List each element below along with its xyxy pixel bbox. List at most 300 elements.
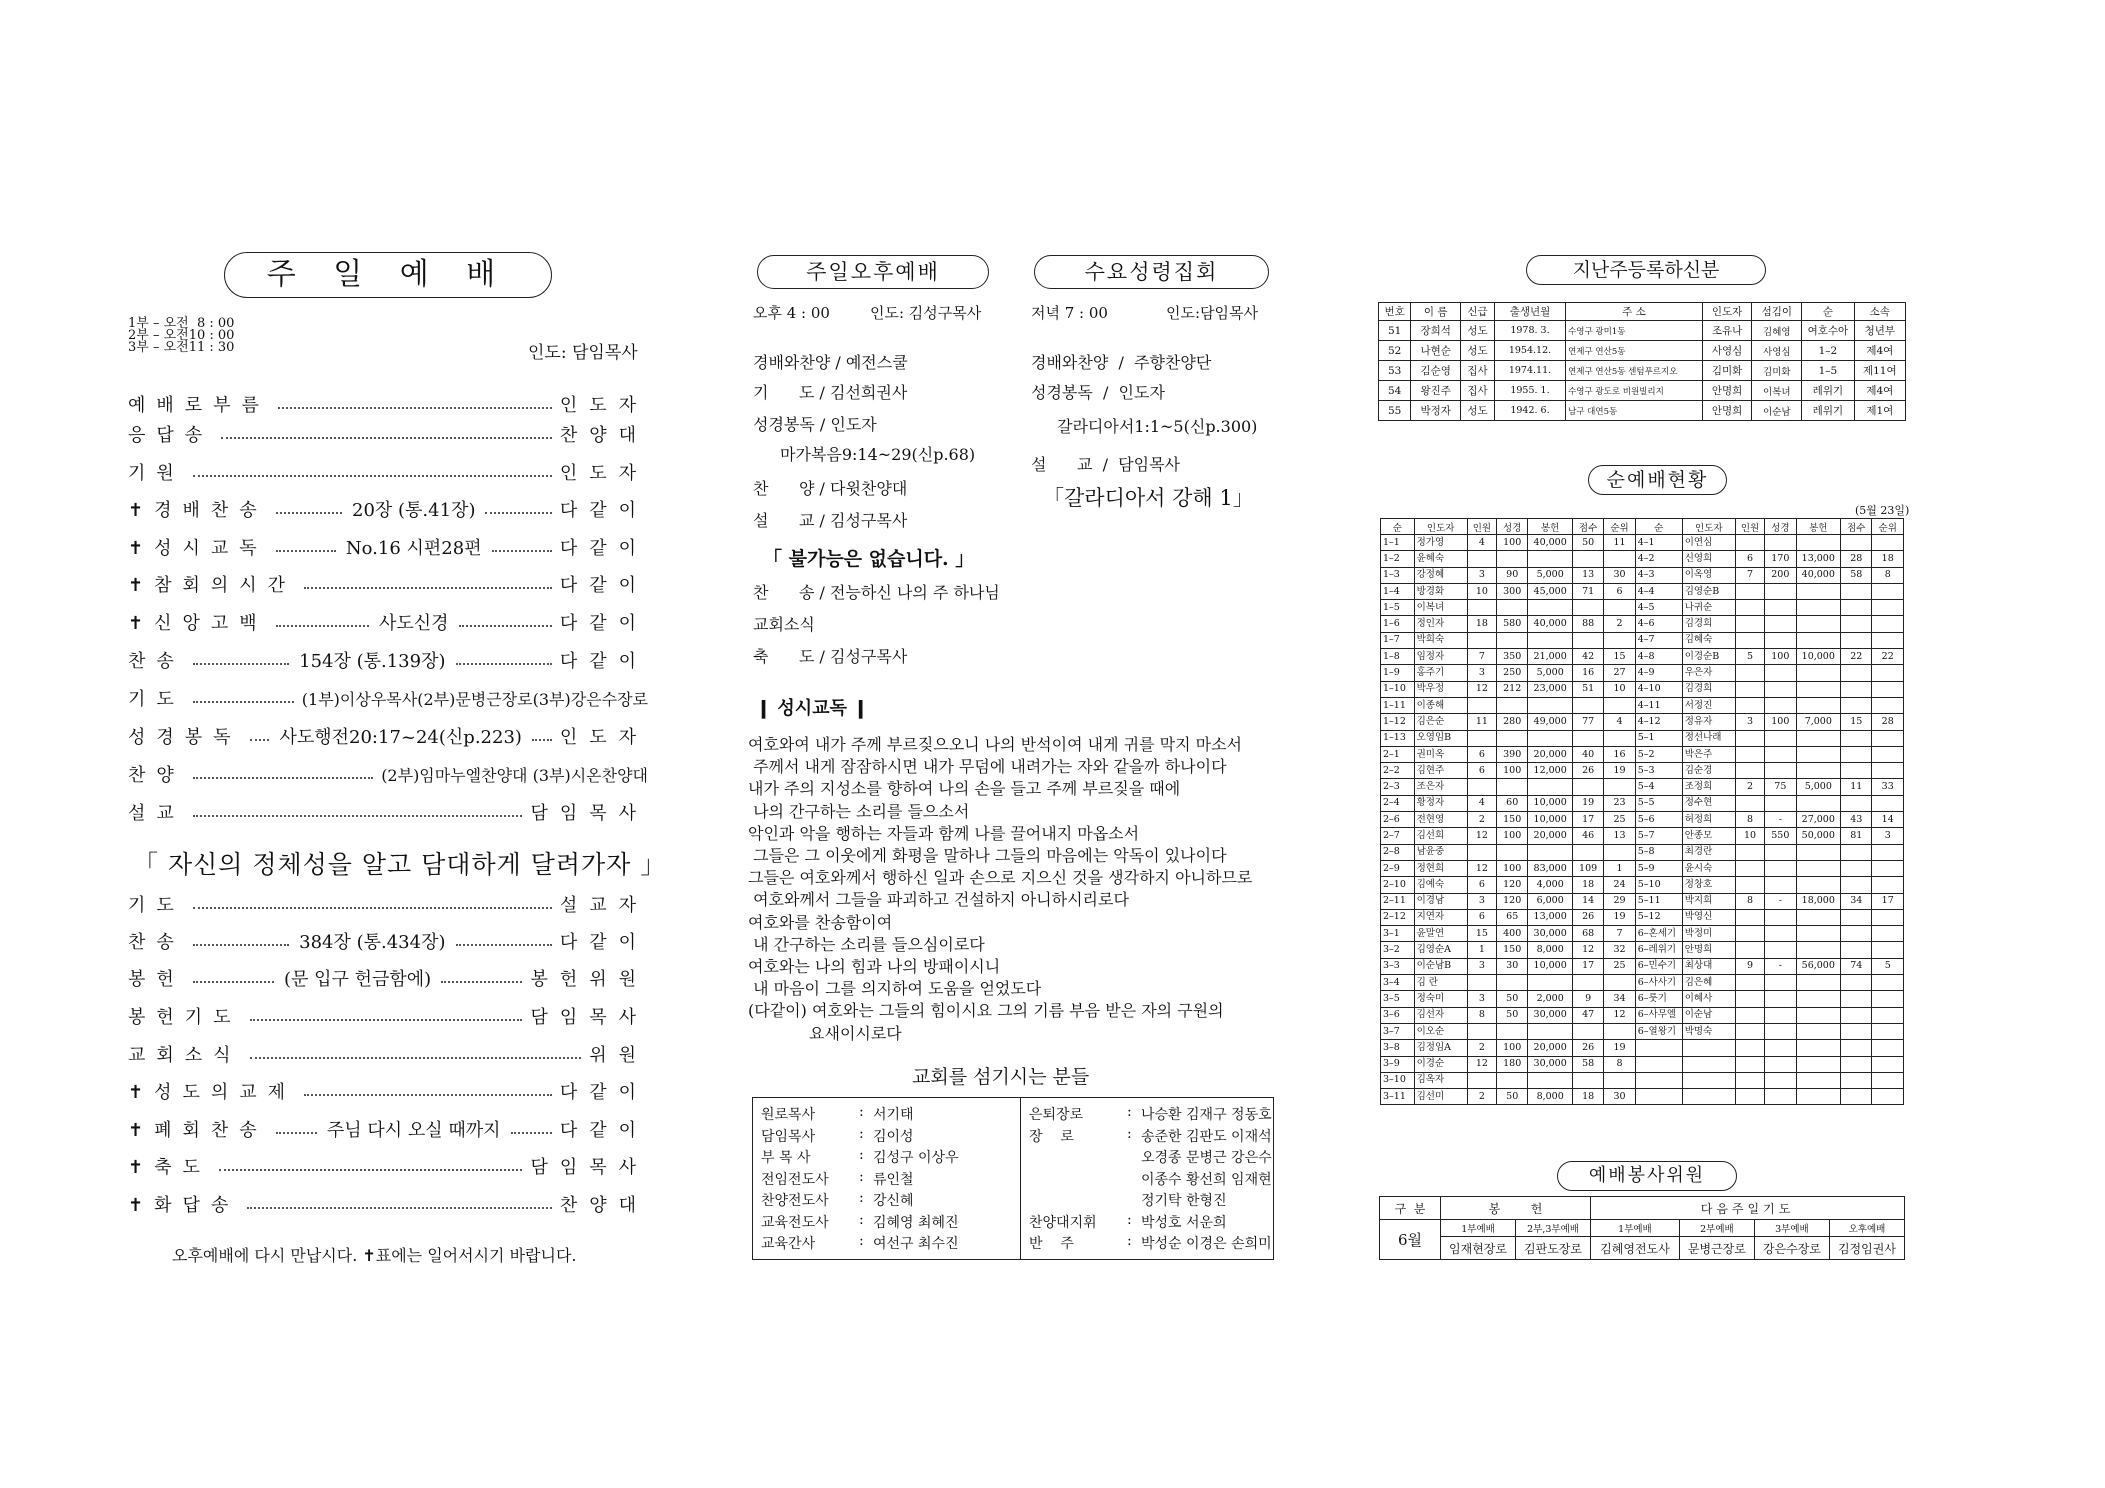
table-cell: 1–13 [1381, 730, 1415, 746]
table-cell: 2 [1467, 812, 1496, 828]
text-line: 여호와여 내가 주께 부르짖으오니 나의 반석이여 내게 귀를 막지 마소서 [748, 735, 1242, 754]
table-cell: 9 [1572, 991, 1603, 1007]
table-subheader-row [1380, 1220, 1905, 1237]
text-line: 여호와를 찬송함이여 [748, 912, 893, 932]
table-cell: 김영순B [1682, 583, 1735, 599]
text-line: 내 간구하는 소리를 들으심이로다 [748, 934, 985, 954]
order-item [128, 420, 648, 448]
table-cell: 정유자 [1682, 714, 1735, 730]
table-cell [1765, 1023, 1796, 1039]
table-cell: 1–10 [1381, 681, 1415, 697]
table-row [1381, 649, 1904, 665]
table-cell [1765, 1056, 1796, 1072]
table-cell: 3–6 [1381, 1007, 1415, 1023]
table-header-row [1381, 519, 1904, 535]
table-cell: 100 [1497, 828, 1528, 844]
table-cell: 390 [1497, 746, 1528, 762]
table-cell [1735, 975, 1764, 991]
table-header: 인도자 [1414, 519, 1467, 535]
table-cell: 5–9 [1635, 860, 1682, 876]
table-cell [1796, 909, 1840, 925]
table-cell: 100 [1497, 860, 1528, 876]
table-cell: 이복녀 [1414, 600, 1467, 616]
wednesday-item: 경배와찬양 / 주향찬양단 [1031, 353, 1212, 372]
table-cell [1735, 535, 1764, 551]
status-date: (5월 23일) [1855, 504, 1910, 517]
leader-dots [193, 777, 373, 779]
order-item [128, 964, 648, 992]
table-cell [1735, 942, 1764, 958]
table-cell: 5–8 [1635, 844, 1682, 860]
table-cell [1765, 1007, 1796, 1023]
table-row [1381, 909, 1904, 925]
table-subheader: 오후예배 [1829, 1220, 1904, 1237]
table-subheader: 1부예배 [1591, 1220, 1680, 1237]
table-cell [1735, 926, 1764, 942]
table-cell: 정선나래 [1682, 730, 1735, 746]
text-line: 축 도 / 김성구목사 [753, 647, 908, 666]
table-cell: 김옥자 [1414, 1072, 1467, 1088]
table-cell [1872, 991, 1904, 1007]
table-cell: 김선자 [1414, 1007, 1467, 1023]
table-cell [1572, 975, 1603, 991]
order-item-label: 성경봉독 [128, 727, 242, 748]
table-cell [1572, 730, 1603, 746]
table-cell: 서정진 [1682, 697, 1735, 713]
table-cell: 74 [1841, 958, 1872, 974]
leader-dots [456, 944, 552, 946]
table-row [1381, 1007, 1904, 1023]
table-cell: 안명희 [1702, 401, 1752, 421]
table-cell [1735, 600, 1764, 616]
table-cell [1682, 1040, 1735, 1056]
table-cell: 조유나 [1702, 321, 1752, 341]
table-cell [1796, 877, 1840, 893]
table-cell [1841, 616, 1872, 632]
table-cell: 26 [1572, 909, 1603, 925]
table-cell [1604, 632, 1635, 648]
leader-dots [276, 550, 336, 552]
order-item [128, 646, 648, 674]
table-cell: 이종해 [1414, 697, 1467, 713]
order-item-responsible: 설교자 [559, 895, 648, 916]
table-row [1379, 381, 1906, 401]
order-item-label: 기원 [128, 463, 185, 484]
leader-dots [193, 907, 552, 909]
afternoon-item: 기 도 / 김선희권사 [753, 383, 908, 402]
table-cell: 권미옥 [1414, 746, 1467, 762]
table-cell: 3 [1467, 567, 1496, 583]
table-row [1381, 535, 1904, 551]
table-cell [1796, 1023, 1840, 1039]
table-cell: 15 [1841, 714, 1872, 730]
table-cell: 100 [1765, 714, 1796, 730]
table-cell: 10,000 [1528, 958, 1572, 974]
table-cell: 34 [1841, 893, 1872, 909]
table-cell: 임정자 [1414, 649, 1467, 665]
table-cell: 3–7 [1381, 1023, 1415, 1039]
table-row [1381, 583, 1904, 599]
table-cell: 1–5 [1802, 361, 1854, 381]
table-cell [1841, 1007, 1872, 1023]
table-row [1381, 942, 1904, 958]
table-cell: 나현순 [1411, 341, 1461, 361]
table-cell: 2–2 [1381, 763, 1415, 779]
table-cell [1765, 600, 1796, 616]
table-cell: 10,000 [1796, 649, 1840, 665]
table-cell: 정인자 [1414, 616, 1467, 632]
table-cell [1765, 730, 1796, 746]
order-item-label: ✝참회의시간 [128, 575, 297, 596]
table-cell: 43 [1841, 812, 1872, 828]
table-cell: 50 [1497, 991, 1528, 1007]
table-cell [1467, 600, 1496, 616]
table-row [1379, 321, 1906, 341]
table-cell [1467, 697, 1496, 713]
table-cell [1841, 991, 1872, 1007]
table-cell: 12,000 [1528, 763, 1572, 779]
table-cell: 수영구 광도로 비원빌리지 [1566, 381, 1703, 401]
table-cell: 2–4 [1381, 795, 1415, 811]
status-title-box [1588, 465, 1727, 495]
order-item [128, 458, 648, 486]
table-row [1381, 1072, 1904, 1088]
table-cell [1841, 1023, 1872, 1039]
leader-dots [456, 663, 552, 665]
table-cell: 100 [1765, 649, 1796, 665]
table-cell: 2–3 [1381, 779, 1415, 795]
table-cell: 42 [1572, 649, 1603, 665]
table-cell [1796, 763, 1840, 779]
order-item-label: 기도 [128, 689, 185, 710]
wednesday-leader: 인도:담임목사 [1166, 304, 1258, 322]
order-item [128, 927, 648, 955]
service-times [128, 318, 234, 354]
order-item [128, 1115, 648, 1143]
table-header-row [1380, 1197, 1905, 1220]
table-cell: 이오순 [1414, 1023, 1467, 1039]
table-cell [1796, 616, 1840, 632]
table-cell: 6–열왕기 [1635, 1023, 1682, 1039]
table-cell: 10,000 [1528, 795, 1572, 811]
table-cell [1467, 1023, 1496, 1039]
table-row [1381, 616, 1904, 632]
table-cell: 56,000 [1796, 958, 1840, 974]
colon: : [1127, 1211, 1132, 1228]
table-cell [1765, 665, 1796, 681]
order-item-detail: 사도신경 [378, 613, 449, 634]
table-cell: 2–11 [1381, 893, 1415, 909]
table-cell: 2–7 [1381, 828, 1415, 844]
table-cell: 58 [1572, 1056, 1603, 1072]
table-cell [1796, 860, 1840, 876]
table-cell [1735, 860, 1764, 876]
table-row [1381, 926, 1904, 942]
table-cell [1604, 697, 1635, 713]
table-cell [1497, 730, 1528, 746]
colon: : [1127, 1104, 1132, 1120]
table-cell: 신영희 [1682, 551, 1735, 567]
table-cell [1765, 632, 1796, 648]
order-item-responsible: 인도자 [559, 395, 648, 416]
leader-dots [304, 587, 552, 589]
order-item [128, 1152, 648, 1180]
table-header: 순 [1381, 519, 1415, 535]
table-cell: 1978. 3. [1494, 321, 1565, 341]
table-cell [1796, 600, 1840, 616]
table-cell: 1 [1467, 942, 1496, 958]
wednesday-service-title-box [1034, 255, 1269, 289]
table-cell [1765, 535, 1796, 551]
table-cell: 1–4 [1381, 583, 1415, 599]
table-cell [1765, 616, 1796, 632]
table-cell: 1–11 [1381, 697, 1415, 713]
table-cell: 120 [1497, 893, 1528, 909]
table-cell [1872, 795, 1904, 811]
table-cell: 황정자 [1414, 795, 1467, 811]
table-cell [1765, 795, 1796, 811]
table-cell [1796, 681, 1840, 697]
table-header: 번호 [1379, 303, 1411, 321]
table-cell: 30 [1604, 1089, 1635, 1105]
order-item-responsible: 다같이 [559, 1120, 648, 1141]
table-cell: 280 [1497, 714, 1528, 730]
table-row [1381, 975, 1904, 991]
order-item [128, 1040, 648, 1068]
colon: : [859, 1233, 864, 1249]
table-cell: 성도 [1461, 401, 1495, 421]
order-item-responsible: 다같이 [559, 538, 648, 559]
table-cell [1841, 1089, 1872, 1105]
leader-dots [193, 475, 552, 477]
table-header: 출생년월 [1494, 303, 1565, 321]
table-cell: 2–6 [1381, 812, 1415, 828]
afternoon-time: 오후 4 : 00 [753, 304, 830, 322]
table-cell: 박은주 [1682, 746, 1735, 762]
order-item-responsible: 찬양대 [559, 425, 648, 446]
volunteers-title-box [1557, 1161, 1737, 1191]
table-cell: 6–사무엘 [1635, 1007, 1682, 1023]
table-cell: 사영심 [1702, 341, 1752, 361]
table-row [1380, 1237, 1905, 1260]
servant-role: 교육간사 [761, 1236, 816, 1252]
table-cell: 2 [1467, 1040, 1496, 1056]
table-cell: 50 [1572, 535, 1603, 551]
table-cell: 4,000 [1528, 877, 1572, 893]
table-cell [1872, 860, 1904, 876]
table-cell: 3 [1467, 665, 1496, 681]
table-cell: - [1765, 812, 1796, 828]
servant-names: 김혜영 최혜진 [873, 1214, 959, 1231]
table-cell: 1–1 [1381, 535, 1415, 551]
order-item-label: 응답송 [128, 425, 214, 446]
table-cell: 50,000 [1796, 828, 1840, 844]
table-cell [1682, 1089, 1735, 1105]
table-cell [1735, 763, 1764, 779]
table-cell: 최경란 [1682, 844, 1735, 860]
table-cell: 45,000 [1528, 583, 1572, 599]
table-cell: 4–9 [1635, 665, 1682, 681]
table-cell: 5–4 [1635, 779, 1682, 795]
table-header: 인원 [1735, 519, 1764, 535]
table-subheader: 1부예배 [1441, 1220, 1516, 1237]
newcomers-title-box [1526, 255, 1766, 285]
table-cell: 13 [1604, 828, 1635, 844]
table-cell: 8 [1872, 567, 1904, 583]
table-cell [1872, 763, 1904, 779]
table-cell: 17 [1572, 958, 1603, 974]
table-cell [1765, 1089, 1796, 1105]
table-cell: 3–3 [1381, 958, 1415, 974]
servant-names: 박성순 이경은 손희미 [1141, 1236, 1272, 1252]
table-cell: 71 [1572, 583, 1603, 599]
table-cell [1872, 730, 1904, 746]
table-row [1381, 567, 1904, 583]
table-cell [1796, 535, 1840, 551]
leader-dots [276, 512, 342, 514]
table-cell: 19 [1604, 909, 1635, 925]
table-cell: 51 [1572, 681, 1603, 697]
table-cell [1796, 632, 1840, 648]
table-cell [1528, 1072, 1572, 1088]
table-cell: 김혜영 [1752, 321, 1802, 341]
table-cell [1735, 665, 1764, 681]
table-cell [1635, 1089, 1682, 1105]
table-cell: 김경희 [1682, 616, 1735, 632]
table-cell: 81 [1841, 828, 1872, 844]
leader-dots [278, 407, 552, 409]
table-cell: 12 [1467, 860, 1496, 876]
table-cell [1497, 975, 1528, 991]
table-cell: 20,000 [1528, 746, 1572, 762]
table-cell [1604, 975, 1635, 991]
table-cell [1841, 632, 1872, 648]
table-cell: 4–6 [1635, 616, 1682, 632]
table-row [1381, 1040, 1904, 1056]
table-cell [1872, 1072, 1904, 1088]
leader-dots [441, 981, 522, 983]
table-cell: 윤말연 [1414, 926, 1467, 942]
table-header: 구 분 [1380, 1197, 1441, 1220]
order-item [128, 1190, 648, 1218]
servant-role: 전임전도사 [761, 1171, 829, 1188]
table-cell: 성도 [1461, 321, 1495, 341]
table-cell: 54 [1379, 381, 1411, 401]
servant-names: 여선구 최수진 [873, 1236, 959, 1252]
table-cell: 2–8 [1381, 844, 1415, 860]
table-cell: 5,000 [1796, 779, 1840, 795]
table-row [1379, 361, 1906, 381]
order-item [128, 722, 648, 750]
table-header: 성경 [1497, 519, 1528, 535]
table-cell: 3–10 [1381, 1072, 1415, 1088]
table-cell: 왕진주 [1411, 381, 1461, 401]
table-cell: 박희숙 [1414, 632, 1467, 648]
table-cell: 장희석 [1411, 321, 1461, 341]
table-row [1381, 551, 1904, 567]
order-item-label: 찬송 [128, 932, 185, 953]
table-cell: 6–혼세기 [1635, 926, 1682, 942]
table-row [1381, 828, 1904, 844]
table-cell [1604, 1072, 1635, 1088]
leader-dots [459, 625, 552, 627]
table-cell [1796, 844, 1840, 860]
table-cell [1765, 697, 1796, 713]
table-cell: 2 [1735, 779, 1764, 795]
table-row [1379, 401, 1906, 421]
volunteers-title: 예배봉사위원 [1588, 1165, 1706, 1186]
table-cell [1765, 942, 1796, 958]
table-cell: 2–9 [1381, 860, 1415, 876]
table-cell: 28 [1841, 551, 1872, 567]
table-cell: 이순남 [1682, 1007, 1735, 1023]
table-cell [1841, 665, 1872, 681]
table-cell [1841, 909, 1872, 925]
colon: : [1127, 1233, 1132, 1249]
table-cell: 53 [1379, 361, 1411, 381]
table-cell [1872, 844, 1904, 860]
table-cell: 27 [1604, 665, 1635, 681]
servant-role: 찬양전도사 [761, 1193, 829, 1209]
table-cell: 강정혜 [1414, 567, 1467, 583]
order-item-detail: 주님 다시 오실 때까지 [326, 1120, 501, 1141]
table-cell: 정현희 [1414, 860, 1467, 876]
table-cell: 5 [1872, 958, 1904, 974]
table-cell [1735, 991, 1764, 1007]
order-item [128, 890, 648, 918]
table-cell [1796, 991, 1840, 1007]
table-cell: 1954.12. [1494, 341, 1565, 361]
table-header: 봉헌 [1796, 519, 1840, 535]
table-cell: 10 [1735, 828, 1764, 844]
afternoon-item: 성경봉독 / 인도자 [753, 415, 877, 434]
table-cell: 이경순 [1414, 1056, 1467, 1072]
order-item-responsible: 다같이 [559, 651, 649, 672]
table-cell: 25 [1604, 958, 1635, 974]
colon: : [859, 1168, 864, 1185]
table-cell: 6 [1735, 551, 1764, 567]
afternoon-service-title: 주일오후예배 [806, 260, 940, 284]
order-item-responsible: 다같이 [559, 575, 648, 596]
table-cell: 정수현 [1682, 795, 1735, 811]
table-cell: 4–8 [1635, 649, 1682, 665]
table-cell: 이경순B [1682, 649, 1735, 665]
order-item-detail: (문 입구 헌금함에) [284, 969, 432, 990]
table-cell: 여호수아 [1802, 321, 1854, 341]
table-cell: 2–1 [1381, 746, 1415, 762]
table-cell: 7 [1735, 567, 1764, 583]
reading-title: ❙ 성시교독 ❙ [756, 698, 869, 719]
table-cell [1765, 975, 1796, 991]
table-cell: 김정임권사 [1829, 1237, 1904, 1260]
table-cell: 레위기 [1802, 381, 1854, 401]
table-cell [1572, 600, 1603, 616]
table-cell: 수영구 광미1동 [1566, 321, 1703, 341]
table-cell: 윤시숙 [1682, 860, 1735, 876]
table-cell: 212 [1497, 681, 1528, 697]
table-header: 다음주일기도 [1591, 1197, 1905, 1220]
servant-names: 나승환 김재구 정동호 [1141, 1107, 1272, 1123]
order-item [128, 1002, 648, 1030]
table-header: 소속 [1854, 303, 1905, 321]
table-cell: 나귀순 [1682, 600, 1735, 616]
order-item-label: 설교 [128, 803, 185, 824]
table-cell: 이경남 [1414, 893, 1467, 909]
order-item-responsible: 다같이 [559, 613, 648, 634]
table-cell [1572, 551, 1603, 567]
table-cell: 제4여 [1854, 381, 1905, 401]
service-leader: 인도: 담임목사 [528, 343, 638, 363]
